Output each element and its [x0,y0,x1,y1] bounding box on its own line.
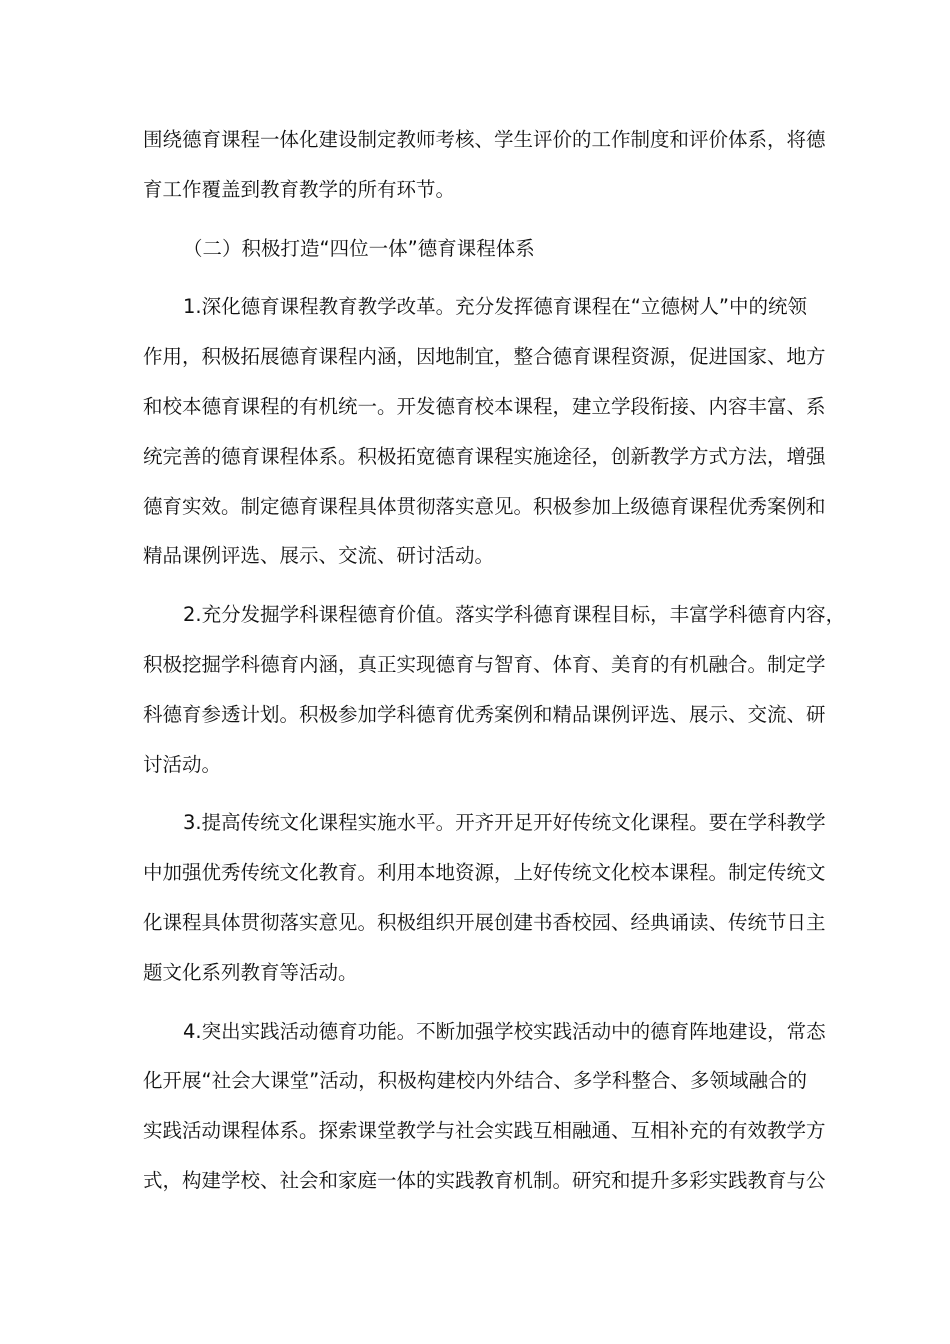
paragraph-item-3 [143,798,826,997]
text-line: 科德育参透计划。积极参加学科德育优秀案例和精品课例评选、展示、交流、研 [143,702,826,726]
text-line: 德育实效。制定德育课程具体贯彻落实意见。积极参加上级德育课程优秀案例和 [143,494,826,518]
paragraph-evaluation-system [143,115,826,215]
text-line: 题文化系列教育等活动。 [143,960,358,984]
text-line: 育工作覆盖到教育教学的所有环节。 [143,177,456,201]
text-line: 统完善的德育课程体系。积极拓宽德育课程实施途径，创新教学方式方法，增强 [143,444,826,468]
text-line: 积极挖掘学科德育内涵，真正实现德育与智育、体育、美育的有机融合。制定学 [143,652,826,676]
paragraph-item-1 [143,282,826,581]
text-line: 4.突出实践活动德育功能。不断加强学校实践活动中的德育阵地建设，常态 [183,1019,826,1043]
section-heading [143,224,807,274]
paragraph-item-2 [143,590,846,789]
paragraph-item-4 [143,1007,826,1206]
text-line: 式，构建学校、社会和家庭一体的实践教育机制。研究和提升多彩实践教育与公 [143,1168,826,1192]
text-line: 中加强优秀传统文化教育。利用本地资源，上好传统文化校本课程。制定传统文 [143,861,826,885]
text-line: 作用，积极拓展德育课程内涵，因地制宜，整合德育课程资源，促进国家、地方 [143,345,826,369]
text-line: 精品课例评选、展示、交流、研讨活动。 [143,544,495,568]
text-line: 讨活动。 [143,752,222,776]
section-heading-text: （二）积极打造“四位一体”德育课程体系 [183,236,535,260]
document-body [143,115,846,1215]
text-line: 化课程具体贯彻落实意见。积极组织开展创建书香校园、经典诵读、传统节日主 [143,910,826,934]
text-line: 化开展“社会大课堂”活动，积极构建校内外结合、多学科整合、多领域融合的 [143,1069,807,1093]
text-line: 2.充分发掘学科课程德育价值。落实学科德育课程目标，丰富学科德育内容， [183,603,846,627]
text-line: 和校本德育课程的有机统一。开发德育校本课程，建立学段衔接、内容丰富、系 [143,394,826,418]
text-line: 1.深化德育课程教育教学改革。充分发挥德育课程在“立德树人”中的统领 [183,295,807,319]
text-line: 实践活动课程体系。探索课堂教学与社会实践互相融通、互相补充的有效教学方 [143,1119,826,1143]
text-line: 围绕德育课程一体化建设制定教师考核、学生评价的工作制度和评价体系，将德 [143,128,826,151]
text-line: 3.提高传统文化课程实施水平。开齐开足开好传统文化课程。要在学科教学 [183,811,826,835]
